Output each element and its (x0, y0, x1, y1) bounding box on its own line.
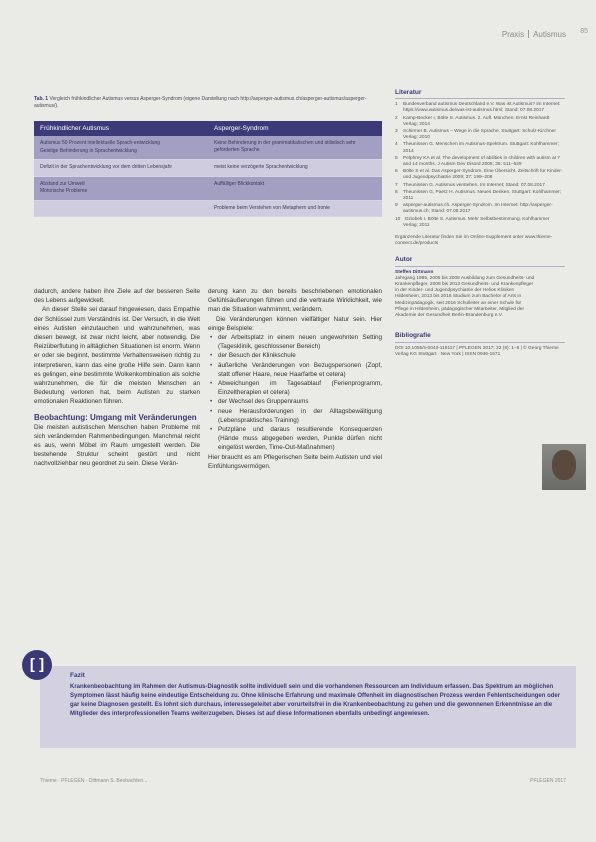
author-photo (542, 444, 586, 490)
conclusion-text: Krankenbeobachtung im Rahmen der Autismus-Diagnostik sollte individuell sein und die vorhandenen Ressourcen am Individuum erfassen. Das Spektrum an möglichen Symptomen lässt häufig keine eindeutige Entscheidung zu. Ohne klinische Erfahrung und maximale Offenheit im diagnostischen Prozess werden Fehlentscheidungen oder gar keine Diagnosen gestellt. Es lohnt sich durchaus, interessegeleitet aber vorurteilsfrei in die Krankenbeobachtung zu gehen und die gewonnenen Erkenntnisse an die Mitglieder des interprofessionellen Teams weiterzugeben. Dieses ist auf diese Informationen ebenfalls unbedingt angewiesen. (70, 684, 561, 717)
table-cell-left (34, 201, 208, 217)
paragraph: Die Veränderungen können vielfältiger Natur sein. Hier einige Beispiele: (208, 315, 382, 332)
literature-item: 2 Kamp-Becker I, Bölte S. Autismus. 2. Aufl. München: Ernst Reinhardt Verlag; 2014 (395, 115, 550, 127)
literature-list (395, 102, 565, 229)
cell-line: Keine Behinderung in der grammatikalischen und stilistisch sehr geförderten Sprache (214, 140, 356, 153)
literature-text: Bölte S et al. Das Asperger-Syndrom. Eine Übersicht. Zeitschrift für Kinder- und Jugendpsychiatrie 2009; 37: 199–208 (403, 169, 563, 181)
literature-heading: Literatur (395, 90, 565, 99)
header-section: Praxis (501, 30, 525, 39)
literature-item: 4 Theunissen G. Menschen im Autismus-Spektrum. Stuttgart: Kohlhammer; 2014 (395, 142, 559, 154)
table-cell-left (34, 136, 208, 159)
literature-text: Kamp-Becker I, Bölte S. Autismus. 2. Aufl. München: Ernst Reinhardt Verlag; 2014 (403, 115, 550, 127)
list-item: • neue Herausforderungen in der Alltagsbewältigung (Lebenspraktisches Training) (218, 407, 382, 425)
author-heading: Autor (395, 257, 565, 266)
running-header (502, 30, 566, 39)
paragraph: Die meisten autistischen Menschen haben Probleme mit sich verändernden Rahmenbedingungen. Manchmal reicht es aus, wenn Möbel im Raum umgestellt werden. Die bestehende Struktur scheint gestört und nicht nachvollziehbar neu geordnet zu sein. Diese Verän- (34, 423, 200, 468)
literature-text: Bundesverband autismus Deutschland e.V. Was ist Autismus? Im Internet: https://www.autismus.de/was-ist-autismus.html; Stand: 07.08.2017 (403, 102, 561, 114)
literature-text: Theunissen G. Autismus verstehen. Im Internet; Stand: 07.08.2017 (403, 182, 545, 188)
cell-line: Autismus 50 Prozent intellektuelle Sprach-entwicklung (40, 140, 161, 146)
table-row (34, 160, 382, 177)
list-item: • äußerliche Veränderungen von Bezugspersonen (Zopf, statt offener Haare, neue Haarfarbe et cetera) (218, 361, 382, 379)
bullet-list (208, 333, 382, 453)
author-bio: Jahrgang 1985, 2005 bis 2008 Ausbildung zum Gesundheits- und Krankenpfleger, 2008 bis 2013 Gesundheits- und Krankenpfleger in der Kinder- und Jugendpsychiatrie der Helios Kliniken Hildesheim, 2013 bis 2016 Studium zum Bachelor of Arts in Medizinpädagogik, seit 2016 Schulleiter an einer Schule für Pflege in Hildesheim, pädagogischer Mitarbeiter, Mitglied der Akademie der Gesundheit Berlin-Brandenburg e.V. (395, 275, 535, 319)
literature-item: 5 Pelphrey KA et al. The development of abilities in children with autism at 7 and 14 months. J Autism Dev Disord 2005; 35: 511–529 (395, 155, 560, 168)
literature-text: Pelphrey KA et al. The development of abilities in children with autism at 7 and 14 months. J Autism Dev Disord 2005; 35: 511–529 (403, 155, 560, 168)
footer-right: PFLEGEN 2017 (530, 778, 566, 784)
cell-line: Motorische Probleme (40, 188, 88, 194)
literature-item: 1 Bundesverband autismus Deutschland e.V. Was ist Autismus? Im Internet: https://www.autismus.de/was-ist-autismus.html; Stand: 07.08.2017 (395, 102, 561, 114)
table-header (34, 121, 382, 136)
list-item: • der Besuch der Klinikschule (218, 351, 382, 360)
author-face (552, 450, 576, 480)
table-cell-right (208, 136, 382, 159)
cell-line: Abstand zur Umwelt (40, 180, 85, 187)
table-row (34, 177, 382, 201)
cell-line: meist keine verzögerte Sprachentwicklung (214, 164, 308, 170)
literature-text: Schirmer B. Autismus – Wege in die Sprache. Stuttgart: Schulz-Kirchner Verlag; 2010 (403, 129, 556, 141)
paragraph: dadurch, andere haben ihre Ziele auf der besseren Seite des Lebens aufgewickelt. (34, 288, 200, 305)
table-row (34, 201, 382, 218)
list-item: • Abweichungen im Tagesablauf (Ferienprogramm, Einzeltherapien et cetera) (218, 379, 382, 397)
table-row (34, 136, 382, 160)
literature-text: Theunissen G. Menschen im Autismus-Spektrum. Stuttgart: Kohlhammer; 2014 (403, 142, 559, 154)
literature-item: 8 Theunissen G, Paetz H. Autismus. Neues Denken. Stuttgart: Kohlhammer; 2011 (395, 189, 562, 202)
bibliography-text: DOI 10.1055/s-0043-119117 | PFLEGEN 2017; 22 (8): 1–6 | © Georg Thieme Verlag KG Stuttgart · New York | ISSN 0946-1671 (395, 345, 559, 357)
sidebar (395, 90, 565, 358)
list-item: • Putzpläne und daraus resultierende Konsequenzen (Hände muss abgegeben werden, Punkte dürfen nicht eingelöst werden, Time-Out-Maßnahmen) (218, 425, 382, 453)
literature-item: 10 Dziobek I, Bölte S. Autismus. Mehr Selbstbestimmung. Kohlhammer Verlag; 2011 (395, 216, 550, 228)
comparison-table (34, 121, 382, 217)
table-cell-left (34, 160, 208, 176)
literature-text: Theunissen G, Paetz H. Autismus. Neues Denken. Stuttgart: Kohlhammer; 2011 (403, 189, 562, 202)
literature-item: 7 Theunissen G. Autismus verstehen. Im Internet; Stand: 07.08.2017 (395, 182, 545, 188)
cell-line: Defizit in der Sprachentwicklung vor dem dritten Lebensjahr (40, 164, 173, 170)
literature-item: 6 Bölte S et al. Das Asperger-Syndrom. Eine Übersicht. Zeitschrift für Kinder- und Jugendpsychiatrie 2009; 37: 199–208 (395, 169, 563, 181)
cell-line: Auffälliger Blickkontakt (214, 180, 265, 187)
header-divider (528, 30, 529, 38)
cell-line: Geistige Behinderung in Sprachentwicklung (40, 147, 137, 154)
paragraph: An dieser Stelle sei darauf hingewiesen, dass Empathie der Schlüssel zum Verständnis ist. Der Versuch, in die Welt eines Autisten einzutauchen und wahrzunehmen, was diesen bewegt, ist zwar nicht leicht, aber notwendig. Die Reizüberflutung in alltäglichen Situationen ist enorm. Wenn er oder sie beginnt, bestimmte Verhaltensweisen richtig zu interpretieren, kann das eine große Hilfe sein. Dann kann es gelingen, eine bestimmte Wolkenkombination als solche wahrzunehmen, die für die meisten Menschen an Bedeutung verloren hat, beim Autisten zu starken emotionalen Reaktionen führen. (34, 306, 200, 406)
conclusion-title: Fazit (70, 672, 85, 679)
table-header-right: Asperger-Syndrom (214, 125, 269, 132)
list-item: • der Wechsel des Gruppenraums (218, 397, 382, 406)
footer-left: Thieme · PFLEGEN · Dittmann S. Beobachten... (40, 778, 148, 784)
table-header-left: Frühkindlicher Autismus (40, 125, 109, 132)
list-item: • der Arbeitsplatz in einem neuen ungewohnten Setting (Tagesklinik, geschlossener Bereich) (218, 333, 382, 351)
section-heading: Beobachtung: Umgang mit Veränderungen (34, 412, 197, 422)
literature-note: Ergänzende Literatur finden Sie im Online-Supplement unter www.thieme-connect.de/products (395, 235, 553, 247)
literature-item: 3 Schirmer B. Autismus – Wege in die Sprache. Stuttgart: Schulz-Kirchner Verlag; 2010 (395, 129, 556, 141)
table-cell-left (34, 177, 208, 200)
conclusion-icon: [ ] (22, 650, 52, 680)
literature-item: 9 asperger-autismus.ch. Asperger-Syndrom. Im Internet: http://asperger-autismus.ch; Stand: 07.08.2017 (395, 203, 553, 215)
body-column-1 (34, 287, 200, 469)
table-cell-right (208, 160, 382, 176)
author-name: Steffen Dittmann (395, 269, 434, 275)
paragraph: Hier braucht es am Pflegerischen Seite beim Autisten und viel Einfühlungsvermögen. (208, 453, 382, 470)
table-cell-right (208, 177, 382, 200)
header-subsection: Autismus (533, 30, 566, 39)
literature-text: Dziobek I, Bölte S. Autismus. Mehr Selbstbestimmung. Kohlhammer Verlag; 2011 (403, 216, 550, 228)
body-column-2 (208, 287, 382, 471)
cell-line: Probleme beim Verstehen von Metaphern und Ironie (214, 204, 330, 211)
literature-text: asperger-autismus.ch. Asperger-Syndrom. Im Internet: http://asperger-autismus.ch; Stand: 07.08.2017 (403, 203, 553, 215)
table-caption-label: Tab. 1 (34, 96, 49, 102)
page-number: 85 (580, 28, 588, 35)
table-caption-text: Vergleich frühkindlicher Autismus versus Asperger-Syndrom (eigene Darstellung nach http://asperger-autismus.ch/asperger-autismus/asperger-autismus/). (34, 96, 367, 109)
table-caption (34, 96, 372, 110)
table-cell-right (208, 201, 382, 217)
paragraph: derung kann zu den bereits beschriebenen emotionalen Gefühlsäußerungen führen und die vertraute Wirklichkeit, wie man die Situation wahrnimmt, verändern. (208, 288, 382, 314)
bibliography-heading: Bibliografie (395, 333, 565, 342)
